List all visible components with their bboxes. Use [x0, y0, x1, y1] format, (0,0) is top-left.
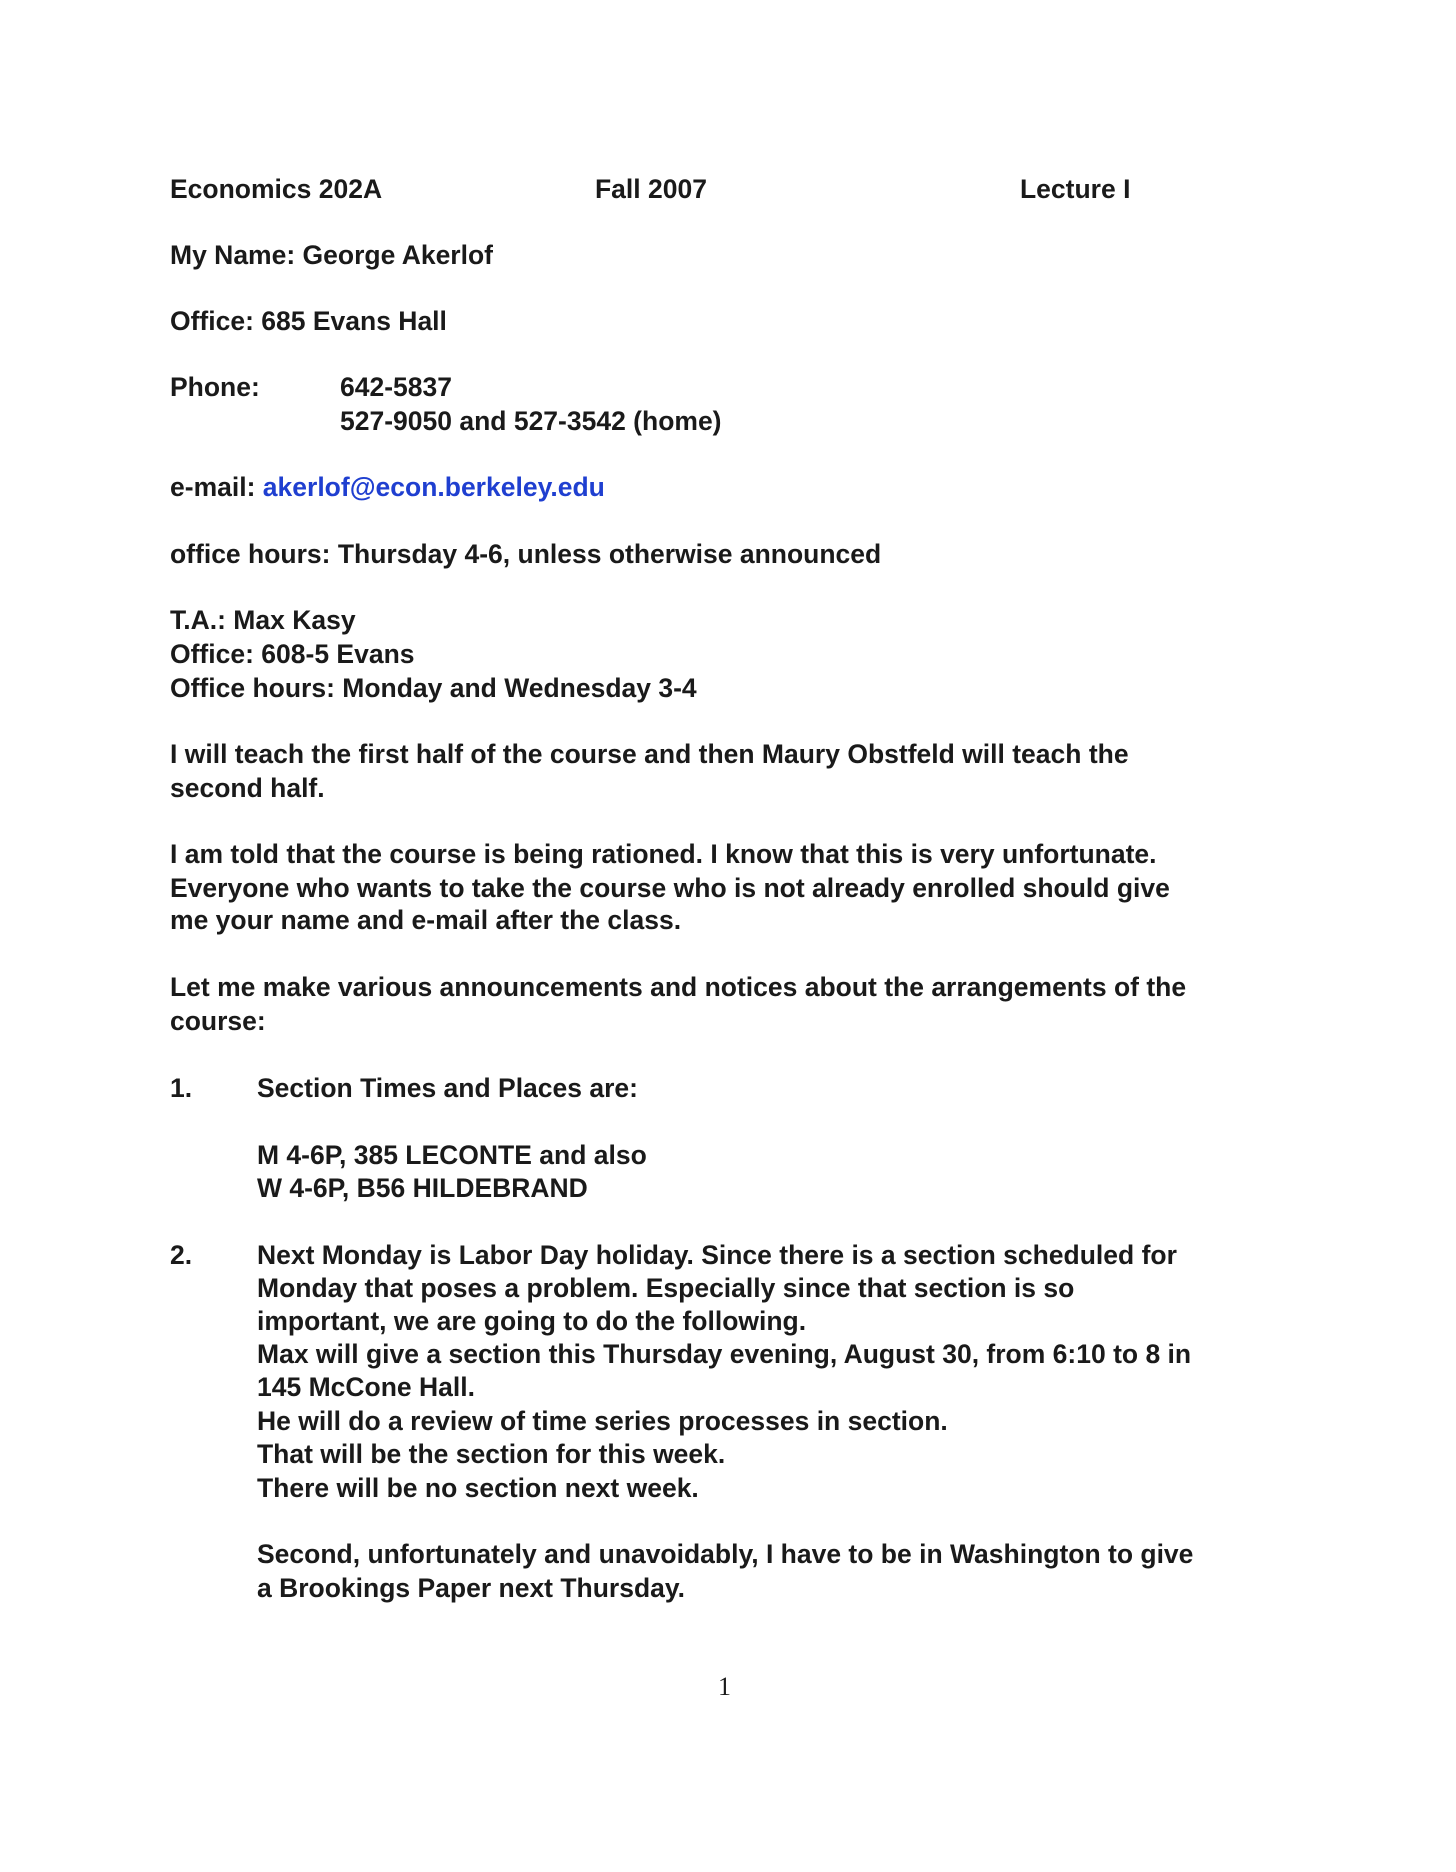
list-item-2-extra-1: Second, unfortunately and unavoidably, I have to be in Washington to give [257, 1539, 1194, 1569]
list-item-1-title: Section Times and Places are: [257, 1073, 638, 1103]
section-time-1: M 4-6P, 385 LECONTE and also [257, 1140, 647, 1170]
list-item-2-line: Next Monday is Labor Day holiday. Since there is a section scheduled for [257, 1240, 1177, 1270]
list-item-2-line: Monday that poses a problem. Especially since that section is so [257, 1273, 1075, 1303]
list-item-2-line: That will be the section for this week. [257, 1439, 726, 1469]
office-hours: office hours: Thursday 4-6, unless otherwise announced [170, 539, 882, 569]
phone-office: 642-5837 [340, 372, 452, 402]
list-item-1-number: 1. [170, 1073, 193, 1103]
list-item-2-line: There will be no section next week. [257, 1473, 699, 1503]
ta-name: T.A.: Max Kasy [170, 605, 356, 635]
teach-line-2: second half. [170, 773, 325, 803]
list-item-2-number: 2. [170, 1240, 193, 1270]
announce-line-2: course: [170, 1006, 266, 1036]
lecture-number: Lecture I [1020, 174, 1131, 204]
phone-home: 527-9050 and 527-3542 (home) [340, 406, 722, 436]
list-item-2-line: 145 McCone Hall. [257, 1372, 475, 1402]
ta-office: Office: 608-5 Evans [170, 639, 415, 669]
email-link[interactable]: akerlof@econ.berkeley.edu [262, 472, 605, 502]
instructor-name: My Name: George Akerlof [170, 240, 493, 270]
list-item-2-extra-2: a Brookings Paper next Thursday. [257, 1573, 686, 1603]
email-label: e-mail: [170, 472, 256, 502]
email-row [170, 470, 605, 504]
phone-label: Phone: [170, 372, 260, 402]
teach-line-1: I will teach the first half of the course and then Maury Obstfeld will teach the [170, 739, 1129, 769]
instructor-office: Office: 685 Evans Hall [170, 306, 447, 336]
announce-line-1: Let me make various announcements and notices about the arrangements of the [170, 972, 1187, 1002]
ta-office-hours: Office hours: Monday and Wednesday 3-4 [170, 673, 697, 703]
section-time-2: W 4-6P, B56 HILDEBRAND [257, 1173, 588, 1203]
course-title: Economics 202A [170, 174, 383, 204]
page-number: 1 [718, 1672, 731, 1701]
course-term: Fall 2007 [595, 174, 707, 204]
list-item-2-line: Max will give a section this Thursday evening, August 30, from 6:10 to 8 in [257, 1339, 1192, 1369]
ration-line-3: me your name and e-mail after the class. [170, 905, 682, 935]
ration-line-1: I am told that the course is being rationed. I know that this is very unfortunate. [170, 839, 1157, 869]
list-item-2-line: He will do a review of time series processes in section. [257, 1406, 948, 1436]
ration-line-2: Everyone who wants to take the course who is not already enrolled should give [170, 873, 1170, 903]
list-item-2-line: important, we are going to do the following. [257, 1306, 807, 1336]
